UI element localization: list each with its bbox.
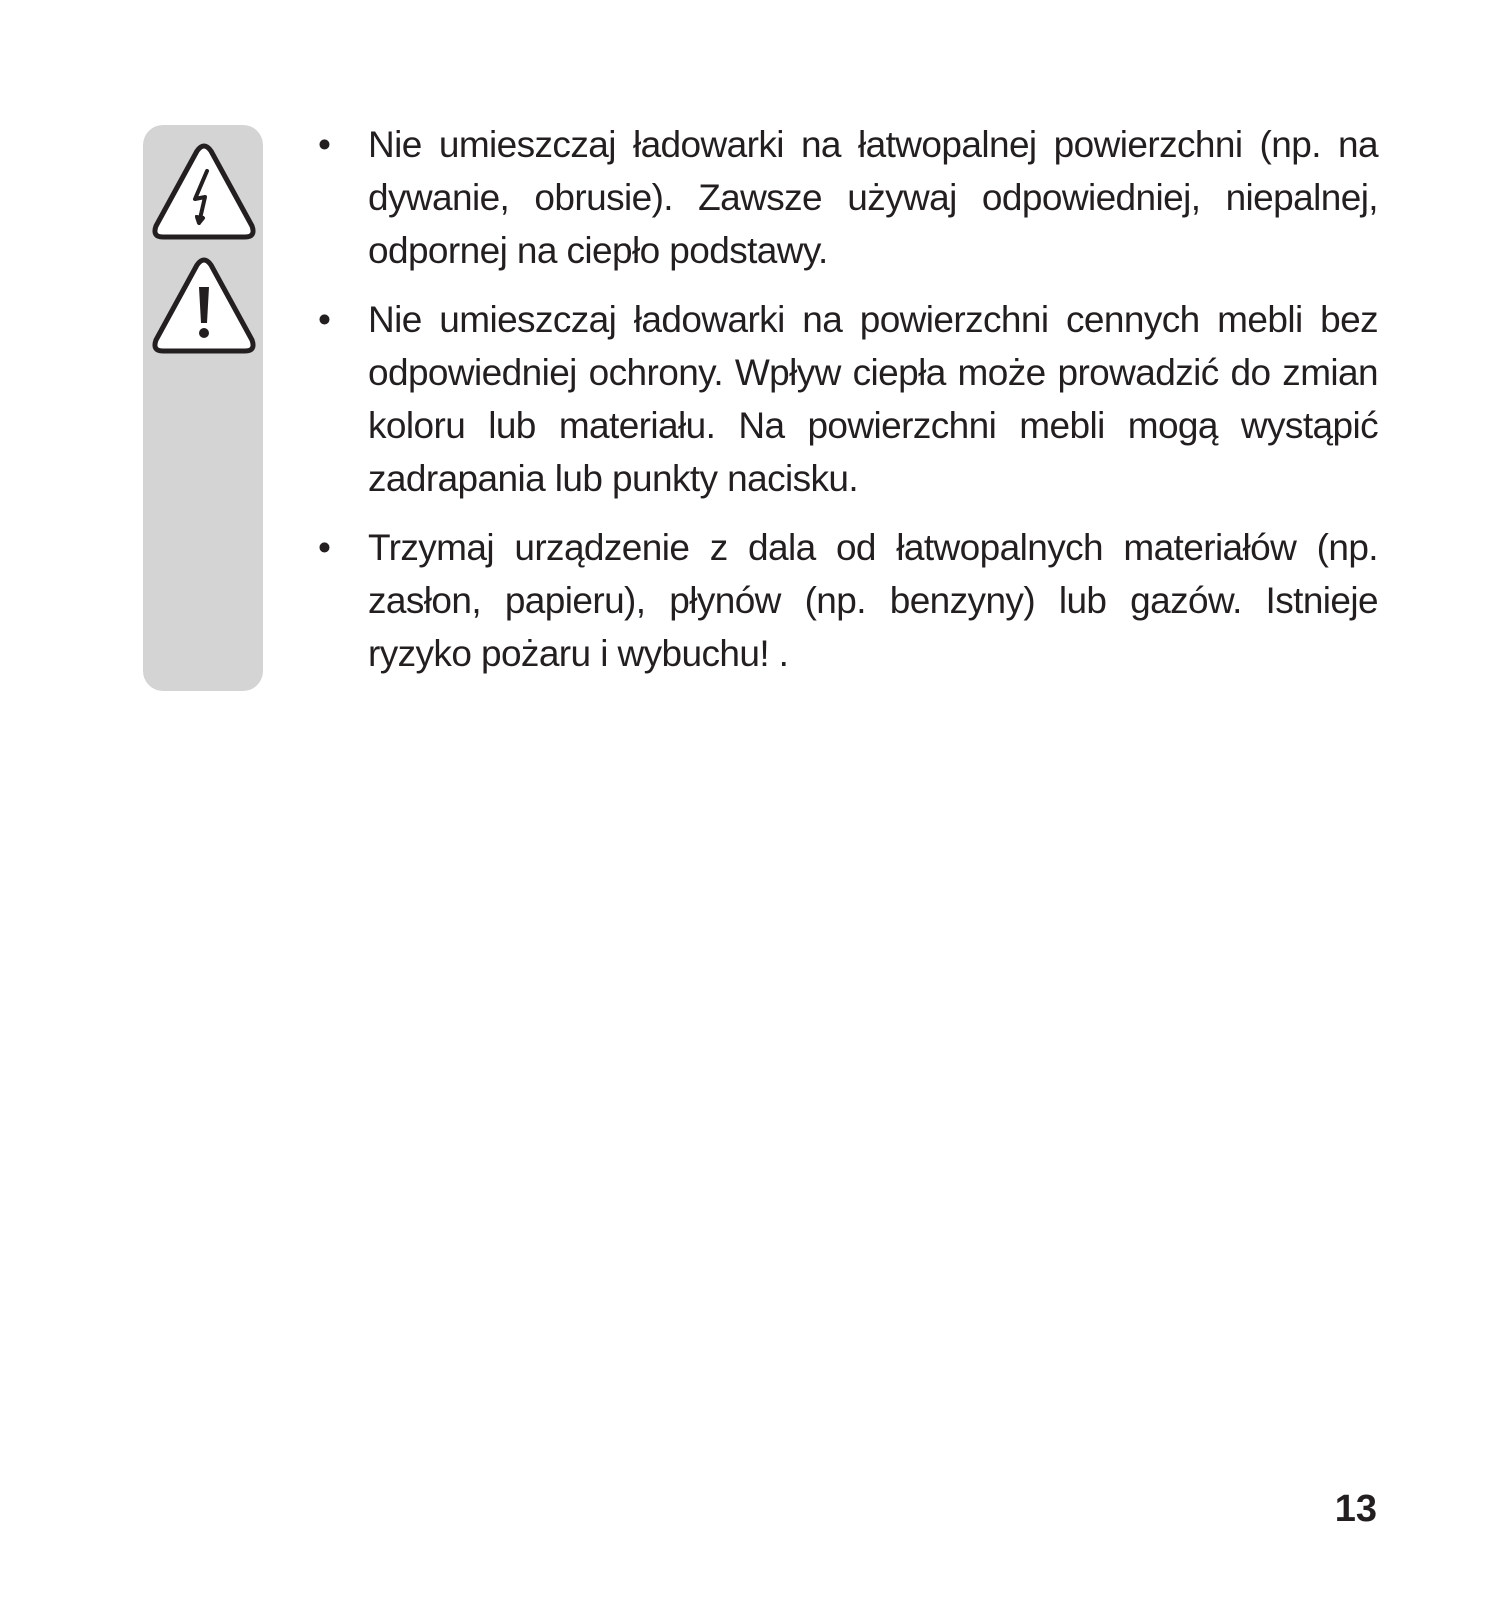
bullet: • [318, 527, 331, 568]
list-item [318, 293, 1378, 505]
warning-icon-bar [143, 125, 263, 691]
general-warning-icon [151, 257, 257, 357]
note-text: Trzymaj urządzenie z dala od łatwopalnych materiałów (np. zasłon, papieru), płynów (np. benzyny) lub gazów. Istnieje ryzyko pożaru i wybuchu! . [368, 527, 1378, 674]
notes-list [318, 118, 1378, 680]
safety-notes [318, 118, 1378, 696]
electric-hazard-icon [151, 143, 257, 243]
list-item [318, 521, 1378, 680]
bullet: • [318, 124, 331, 165]
bullet: • [318, 299, 331, 340]
page-number: 13 [1334, 1488, 1377, 1530]
note-text: Nie umieszczaj ładowarki na powierzchni cennych mebli bez odpowiedniej ochrony. Wpływ ciepła może prowadzić do zmian koloru lub materiału. Na powierzchni mebli mogą wystąpić zadrapania lub punkty nacisku. [368, 299, 1378, 499]
note-text: Nie umieszczaj ładowarki na łatwopalnej powierzchni (np. na dywanie, obrusie). Zawsze używaj odpowiedniej, niepalnej, odpornej na ciepło podstawy. [368, 124, 1378, 271]
list-item [318, 118, 1378, 277]
